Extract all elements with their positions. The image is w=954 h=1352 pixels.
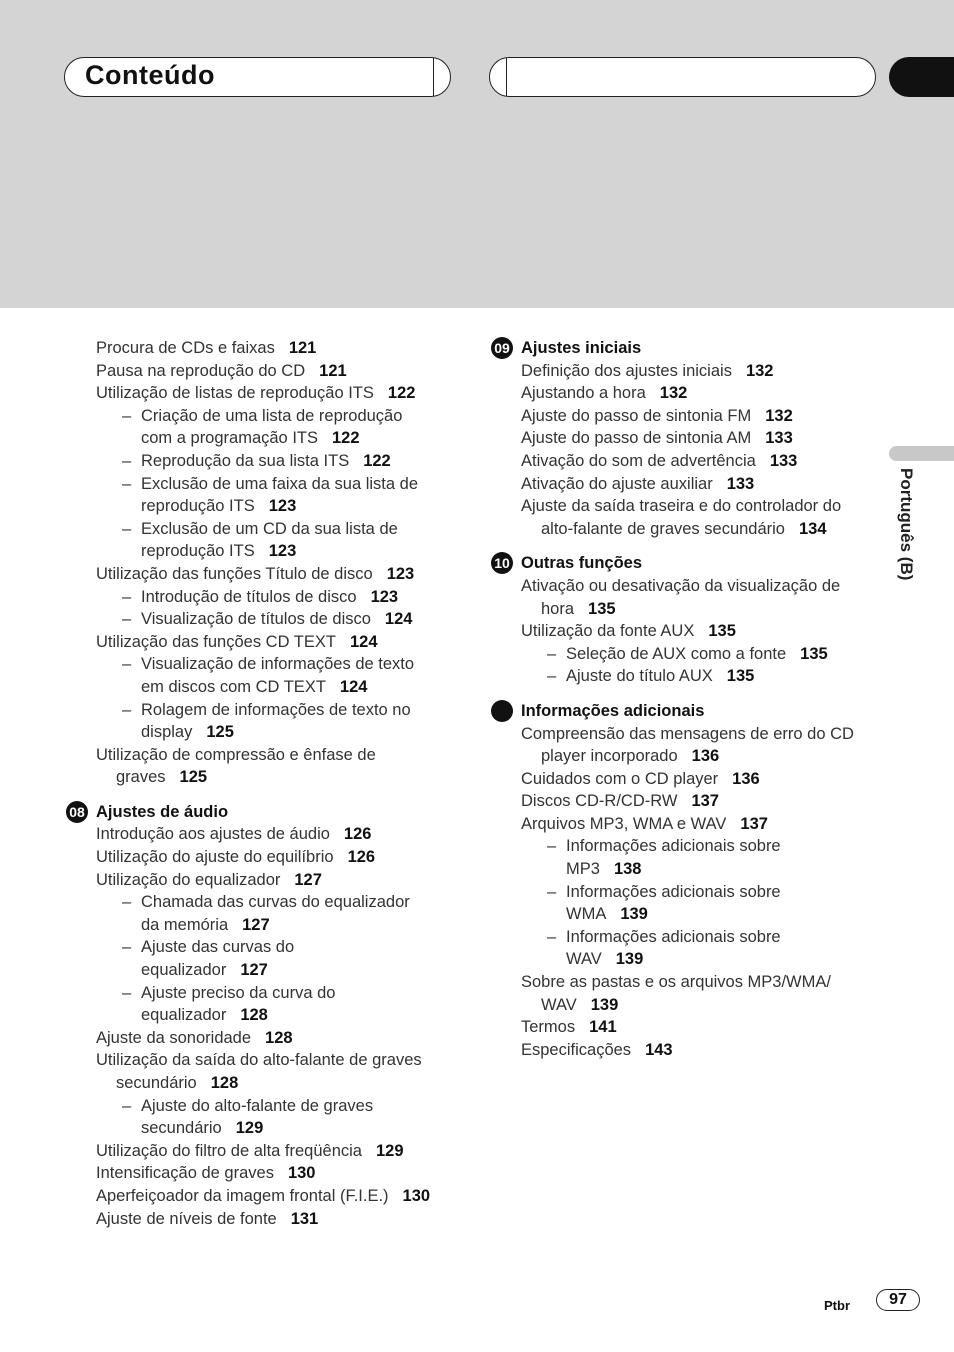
page-number: 129	[235, 1119, 264, 1138]
toc-subentry[interactable]: – Exclusão de uma faixa da sua lista de	[96, 473, 476, 496]
page-number: 141	[589, 1018, 617, 1037]
toc-subentry-cont[interactable]: da memória 127	[141, 915, 270, 934]
toc-subentry-cont[interactable]: WAV 139	[566, 950, 644, 969]
toc-subentry-cont[interactable]: equalizador 127	[141, 961, 268, 980]
toc-entry-cont[interactable]: player incorporado 136	[541, 747, 720, 766]
black-chapter-tab	[889, 57, 954, 97]
toc-entry[interactable]: Ajuste do passo de sintonia FM 132	[521, 406, 793, 425]
toc-entry[interactable]: Pausa na reprodução do CD 121	[96, 361, 347, 380]
page-number: 125	[206, 723, 234, 742]
page-number: 127	[294, 870, 322, 889]
page-number: 135	[800, 644, 828, 663]
toc-subentry[interactable]: – Seleção de AUX como a fonte 135	[521, 643, 881, 666]
dash-bullet: –	[122, 938, 132, 957]
page-number: 143	[645, 1040, 673, 1059]
toc-subentry[interactable]: – Introdução de títulos de disco 123	[96, 586, 476, 609]
toc-subentry[interactable]: – Visualização de informações de texto	[96, 653, 476, 676]
toc-subentry[interactable]: – Ajuste preciso da curva do	[96, 982, 476, 1005]
dash-bullet: –	[547, 837, 557, 856]
toc-subentry-cont[interactable]: em discos com CD TEXT 124	[141, 677, 368, 696]
toc-subentry-cont[interactable]: com a programação ITS 122	[141, 429, 360, 448]
title-box	[64, 57, 451, 97]
toc-entry[interactable]: Ajuste do passo de sintonia AM 133	[521, 429, 793, 448]
page-number: 126	[347, 848, 376, 867]
page-number: 128	[240, 1006, 268, 1025]
toc-entry[interactable]: Aperfeiçoador da imagem frontal (F.I.E.) 130	[96, 1186, 431, 1205]
toc-entry-cont[interactable]: WAV 139	[541, 995, 619, 1014]
page-number: 127	[240, 961, 268, 980]
blank-header-box	[489, 57, 876, 97]
toc-entry[interactable]: Utilização do ajuste do equilíbrio 126	[96, 848, 376, 867]
footer-page-number: 97	[876, 1289, 920, 1311]
page-number: 123	[268, 542, 297, 561]
toc-subentry[interactable]: – Exclusão de um CD da sua lista de	[96, 518, 476, 541]
page-number: 135	[708, 622, 736, 641]
page-number: 123	[386, 564, 415, 583]
toc-subentry[interactable]: – Chamada das curvas do equalizador	[96, 891, 476, 914]
toc-entry[interactable]: Ajuste da saída traseira e do controlador do	[521, 497, 842, 516]
page-number: 138	[613, 860, 642, 879]
toc-entry[interactable]: Utilização das funções Título de disco 123	[96, 564, 415, 583]
dash-bullet: –	[122, 406, 132, 425]
dash-bullet: –	[122, 587, 132, 606]
dash-bullet: –	[122, 700, 132, 719]
page-number: 122	[363, 451, 391, 470]
page-number: 124	[349, 632, 378, 651]
toc-subentry[interactable]: – Ajuste do alto-falante de graves	[96, 1095, 476, 1118]
toc-entry[interactable]: Utilização de listas de reprodução ITS 122	[96, 384, 416, 403]
page-number: 130	[402, 1186, 431, 1205]
dash-bullet: –	[122, 451, 132, 470]
toc-entry[interactable]: Ativação do ajuste auxiliar 133	[521, 474, 755, 493]
dash-bullet: –	[547, 882, 557, 901]
toc-entry-cont[interactable]: graves 125	[116, 768, 208, 787]
page-number: 123	[370, 587, 399, 606]
toc-entry-cont[interactable]: alto-falante de graves secundário 134	[541, 519, 827, 538]
toc-subentry[interactable]: – Reprodução da sua lista ITS 122	[96, 450, 476, 473]
toc-subentry-cont[interactable]: MP3 138	[566, 860, 642, 879]
toc-entry[interactable]: Ajuste de níveis de fonte 131	[96, 1209, 319, 1228]
toc-subentry[interactable]: – Ajuste das curvas do	[96, 936, 476, 959]
toc-subentry-cont[interactable]: reprodução ITS 123	[141, 497, 297, 516]
page-number: 135	[726, 667, 755, 686]
page-number: 122	[332, 429, 360, 448]
toc-subentry[interactable]: – Informações adicionais sobre	[521, 926, 881, 949]
dash-bullet: –	[122, 474, 132, 493]
toc-subentry-cont[interactable]: display 125	[141, 723, 234, 742]
toc-entry[interactable]: Utilização do equalizador 127	[96, 870, 322, 889]
section-heading-additional-info[interactable]: Informações adicionais	[521, 700, 881, 723]
dash-bullet: –	[547, 667, 557, 686]
page-number: 132	[745, 361, 774, 380]
language-side-label	[896, 468, 926, 598]
section-heading-audio[interactable]: 08 Ajustes de áudio	[96, 801, 476, 824]
page-number: 139	[615, 950, 644, 969]
page-number: 133	[769, 451, 798, 470]
toc-subentry-cont[interactable]: reprodução ITS 123	[141, 542, 297, 561]
toc-subentry-cont[interactable]: secundário 129	[141, 1119, 264, 1138]
toc-entry[interactable]: Ativação do som de advertência 133	[521, 451, 798, 470]
toc-left-column	[69, 337, 476, 1230]
page-number: 132	[765, 406, 793, 425]
page-number: 124	[384, 610, 413, 629]
toc-entry[interactable]: Utilização de compressão e ênfase de	[96, 745, 376, 764]
toc-subentry[interactable]: – Ajuste do título AUX 135	[521, 665, 881, 688]
page-number: 121	[288, 339, 317, 357]
page-number: 126	[343, 825, 372, 844]
page-number: 134	[799, 519, 827, 538]
blank-box-divider	[506, 58, 507, 96]
page-number: 128	[265, 1028, 293, 1047]
toc-entry[interactable]: Sobre as pastas e os arquivos MP3/WMA/	[521, 973, 831, 992]
toc-subentry[interactable]: – Visualização de títulos de disco 124	[96, 608, 476, 631]
toc-entry[interactable]: Utilização da fonte AUX 135	[521, 622, 736, 641]
toc-entry[interactable]: Arquivos MP3, WMA e WAV 137	[521, 814, 768, 833]
page-number: 129	[375, 1141, 404, 1160]
dash-bullet: –	[122, 983, 132, 1002]
toc-entry[interactable]: Ajuste da sonoridade 128	[96, 1028, 293, 1047]
dash-bullet: –	[122, 655, 132, 674]
toc-entry-cont[interactable]: hora 135	[541, 599, 616, 618]
toc-entry[interactable]: Utilização da saída do alto-falante de graves	[96, 1051, 422, 1070]
toc-entry[interactable]: Termos 141	[521, 1018, 617, 1037]
toc-entry[interactable]: Utilização das funções CD TEXT 124	[96, 632, 378, 651]
toc-entry[interactable]: Procura de CDs e faixas 121	[96, 339, 317, 357]
section-badge-10: 10	[491, 552, 513, 574]
section-badge-08: 08	[66, 801, 88, 823]
language-label: Português (B)	[897, 468, 916, 581]
toc-right-column	[494, 337, 881, 1061]
footer-language-code: Ptbr	[824, 1298, 850, 1313]
page-number: 139	[590, 995, 619, 1014]
toc-subentry[interactable]: – Informações adicionais sobre	[521, 835, 881, 858]
dash-bullet: –	[122, 519, 132, 538]
page-number: 139	[620, 905, 648, 924]
page-number: 137	[740, 814, 768, 833]
toc-entry[interactable]: Cuidados com o CD player 136	[521, 769, 760, 788]
toc-entry[interactable]: Ajustando a hora 132	[521, 384, 688, 403]
page-number: 128	[210, 1074, 239, 1092]
dash-bullet: –	[547, 644, 557, 663]
dash-bullet: –	[122, 1096, 132, 1115]
toc-entry[interactable]: Definição dos ajustes iniciais 132	[521, 361, 774, 380]
toc-subentry-cont[interactable]: equalizador 128	[141, 1006, 268, 1025]
page-number: 133	[726, 474, 755, 493]
toc-entry-cont[interactable]: secundário 128	[116, 1074, 239, 1092]
page-number: 121	[319, 361, 347, 380]
page-number: 124	[339, 677, 368, 696]
header-band	[0, 0, 954, 308]
toc-entry[interactable]: Compreensão das mensagens de erro do CD	[521, 724, 854, 743]
page-number: 123	[268, 497, 297, 516]
section-heading-other-functions[interactable]: 10 Outras funções	[521, 552, 881, 575]
page-number: 131	[290, 1209, 319, 1228]
page-number: 133	[765, 429, 793, 448]
toc-entry[interactable]: Intensificação de graves 130	[96, 1164, 316, 1183]
page-number: 130	[287, 1164, 316, 1183]
page-number: 136	[691, 747, 720, 766]
toc-entry[interactable]: Especificações 143	[521, 1040, 673, 1059]
section-heading-initial-settings[interactable]: 09 Ajustes iniciais	[521, 337, 881, 360]
toc-entry[interactable]: Discos CD-R/CD-RW 137	[521, 792, 719, 811]
section-badge-info	[491, 700, 513, 722]
page-number: 135	[588, 599, 616, 618]
toc-subentry[interactable]: – Informações adicionais sobre	[521, 881, 881, 904]
page-title: Conteúdo	[85, 60, 215, 90]
dash-bullet: –	[122, 610, 132, 629]
toc-entry[interactable]: Introdução aos ajustes de áudio 126	[96, 825, 372, 844]
toc-entry[interactable]: Utilização do filtro de alta freqüência 129	[96, 1141, 404, 1160]
toc-subentry[interactable]: – Rolagem de informações de texto no	[96, 699, 476, 722]
page-number: 136	[732, 769, 760, 788]
section-badge-09: 09	[491, 337, 513, 359]
page-number: 127	[242, 915, 270, 934]
toc-entry[interactable]: Ativação ou desativação da visualização de	[521, 576, 841, 595]
toc-subentry[interactable]: – Criação de uma lista de reprodução	[96, 405, 476, 428]
dash-bullet: –	[122, 893, 132, 912]
page-number: 122	[387, 384, 416, 403]
dash-bullet: –	[547, 927, 557, 946]
page-number: 137	[691, 792, 719, 811]
title-box-divider	[433, 58, 434, 96]
toc-subentry-cont[interactable]: WMA 139	[566, 905, 648, 924]
page-number: 132	[659, 384, 688, 403]
language-side-tab	[889, 446, 954, 461]
page-number: 125	[179, 768, 208, 787]
